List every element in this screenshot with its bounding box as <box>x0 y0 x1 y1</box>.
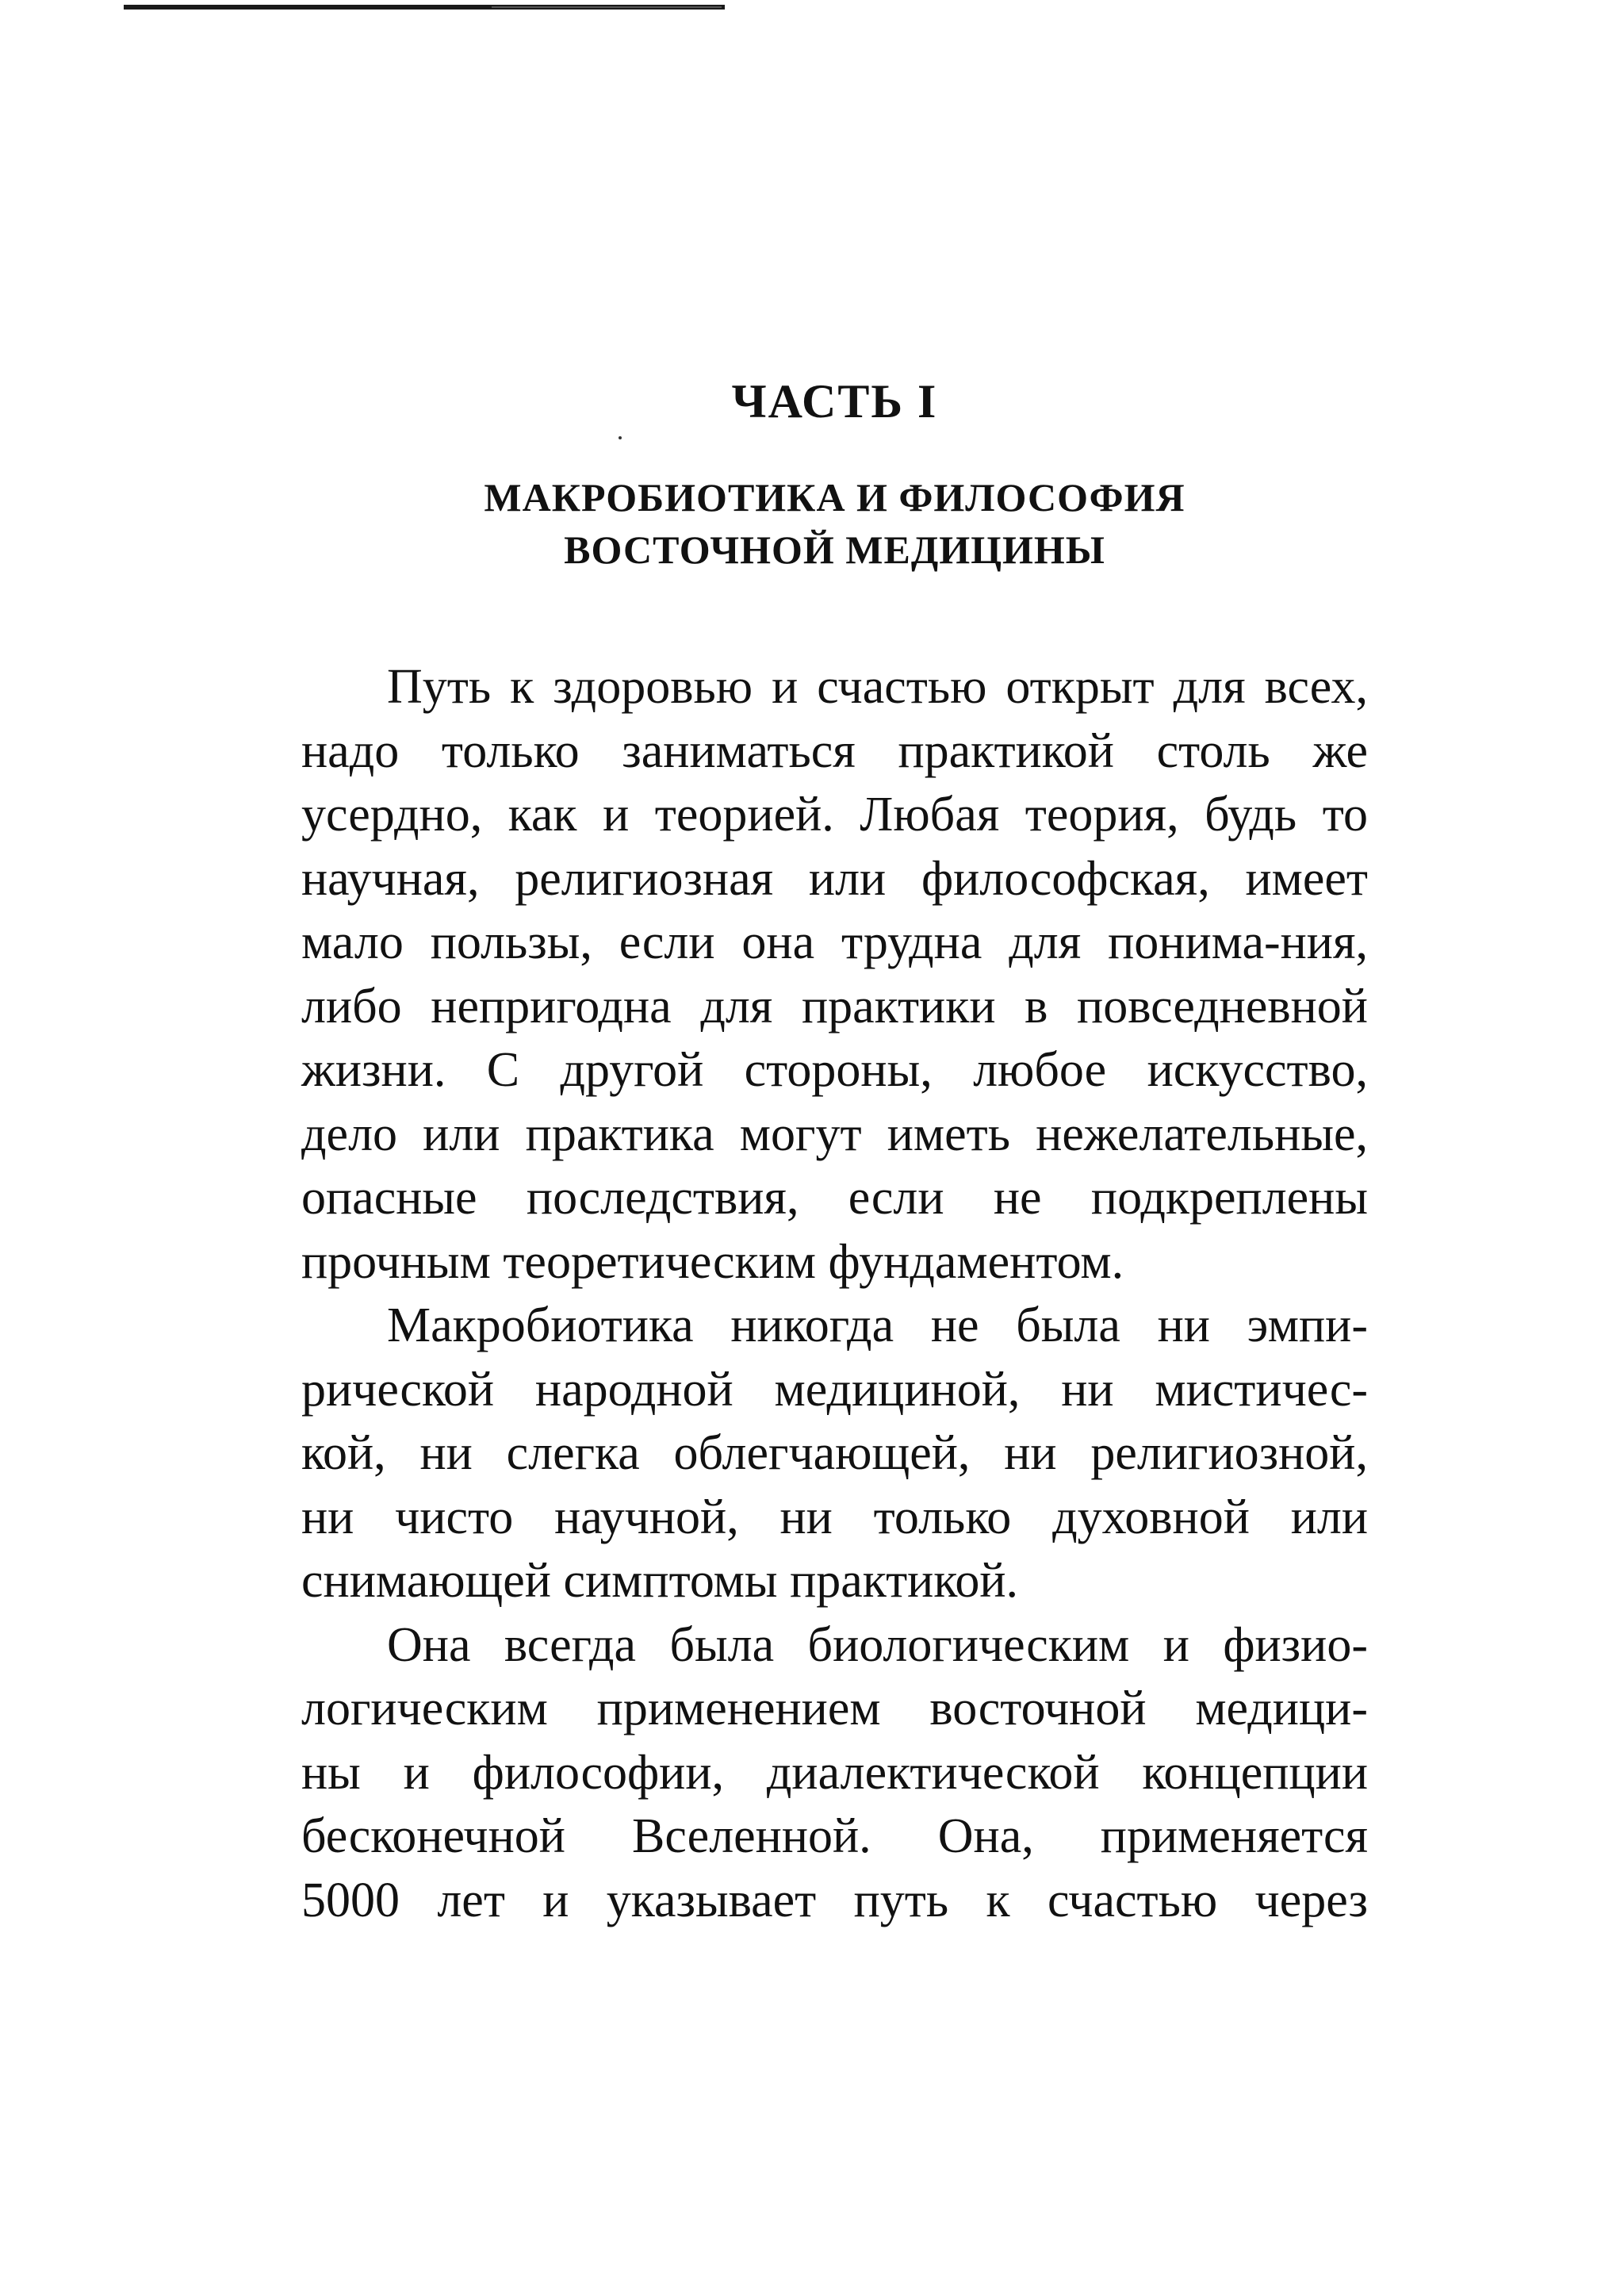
text-line: усердно, как и теорией. Любая теория, будь то <box>301 788 1368 842</box>
top-edge-rule-thin <box>492 6 722 8</box>
part-title: ЧАСТЬ I <box>731 375 938 428</box>
text-line: дело или практика могут иметь нежелательные, <box>301 1106 1368 1161</box>
text-line: Путь к здоровью и счастью открыт для всех, <box>387 660 1368 714</box>
text-line: прочным теоретическим фундаментом. <box>301 1234 1124 1289</box>
chapter-title-line: ВОСТОЧНОЙ МЕДИЦИНЫ <box>564 527 1105 572</box>
paragraph <box>301 655 1368 1294</box>
text-line: либо непригодна для практики в повседневной <box>301 979 1368 1034</box>
text-line: бесконечной Вселенной. Она, применяется <box>301 1809 1368 1863</box>
page-content <box>301 373 1368 1932</box>
text-line: 5000 лет и указывает путь к счастью через <box>301 1873 1368 1927</box>
paragraph <box>301 1613 1368 1933</box>
text-line: ни чисто научной, ни только духовной или <box>301 1490 1368 1544</box>
text-line: надо только заниматься практикой столь же <box>301 723 1368 778</box>
text-line: рической народной медициной, ни мистичес- <box>301 1362 1368 1417</box>
text-line: жизни. С другой стороны, любое искусство, <box>301 1043 1368 1097</box>
text-line: Она всегда была биологическим и физио- <box>387 1617 1368 1672</box>
paragraph <box>301 1294 1368 1613</box>
text-line: логическим применением восточной медици- <box>301 1682 1368 1735</box>
chapter-title <box>301 471 1368 576</box>
text-line: научная, религиозная или философская, имеет <box>301 851 1368 906</box>
text-line: ны и философии, диалектической концепции <box>301 1745 1368 1800</box>
text-line: опасные последствия, если не подкреплены <box>301 1171 1368 1225</box>
chapter-title-line: МАКРОБИОТИКА И ФИЛОСОФИЯ <box>484 475 1185 520</box>
text-line: мало пользы, если она трудна для понима-ния, <box>301 915 1368 969</box>
text-line: снимающей симптомы практикой. <box>301 1554 1018 1608</box>
text-line: Макробиотика никогда не была ни эмпи- <box>387 1298 1368 1352</box>
text-line: кой, ни слегка облегчающей, ни религиозной, <box>301 1426 1368 1480</box>
